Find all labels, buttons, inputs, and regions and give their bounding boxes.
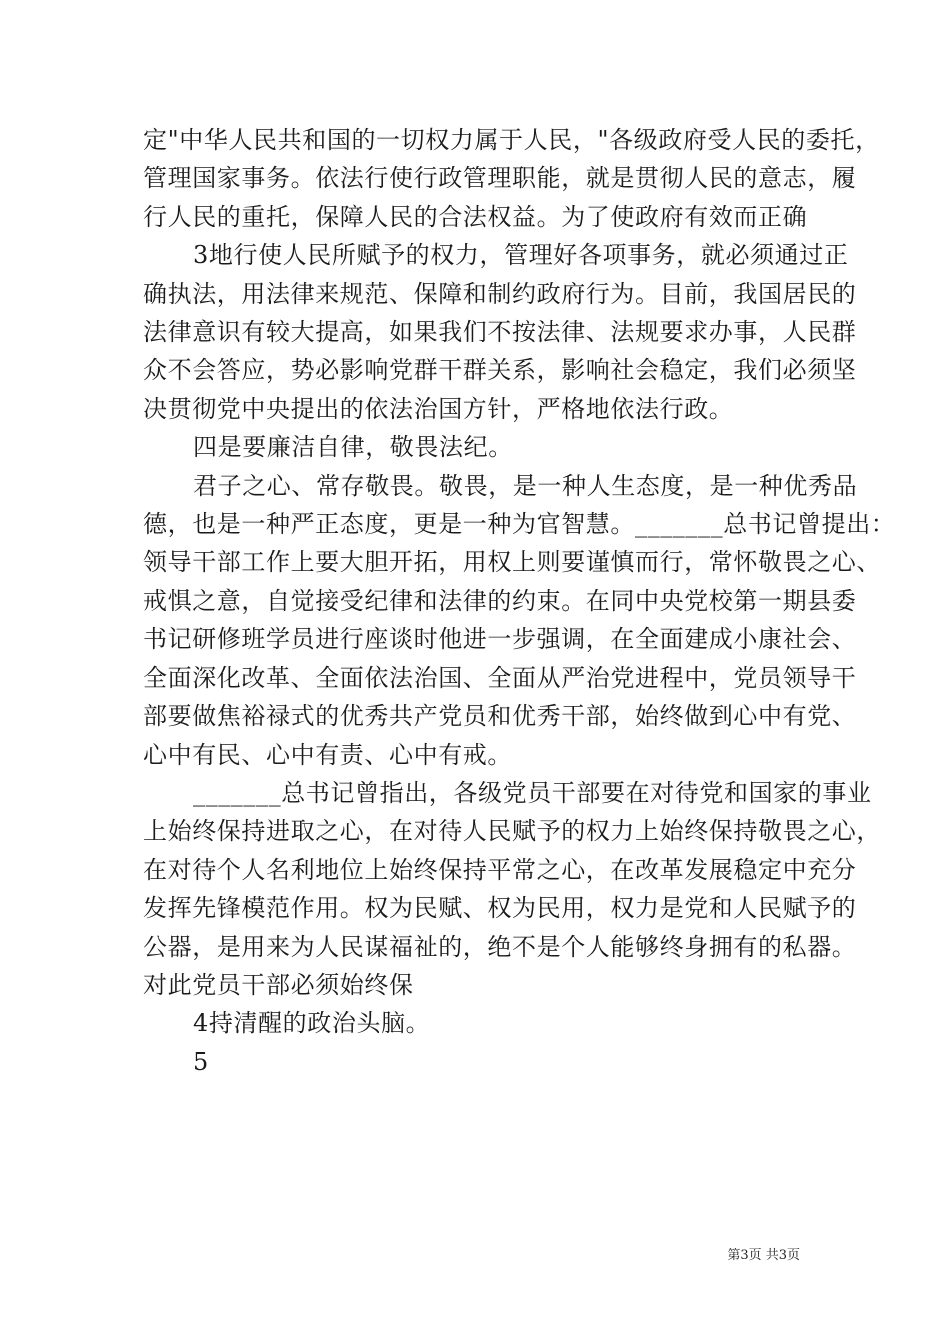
text-line: 4持清醒的政治头脑。 [193, 1009, 431, 1038]
text-line: 发挥先锋模范作用。权为民赋、权为民用，权力是党和人民赋予的 [143, 894, 857, 923]
text-line: 领导干部工作上要大胆开拓，用权上则要谨慎而行，常怀敬畏之心、 [143, 548, 881, 577]
text-line: 对此党员干部必须始终保 [143, 970, 414, 999]
text-line: 部要做焦裕禄式的优秀共产党员和优秀干部，始终做到心中有党、 [143, 702, 857, 731]
text-line: 众不会答应，势必影响党群干群关系，影响社会稳定，我们必须坚 [143, 356, 857, 385]
text-line: 管理国家事务。依法行使行政管理职能，就是贯彻人民的意志，履 [143, 164, 857, 193]
section-heading: 四是要廉洁自律，敬畏法纪。 [193, 433, 513, 462]
text-line: 上始终保持进取之心，在对待人民赋予的权力上始终保持敬畏之心， [143, 817, 881, 846]
text-line: 全面深化改革、全面依法治国、全面从严治党进程中，党员领导干 [143, 663, 857, 692]
text-line: 行人民的重托，保障人民的合法权益。为了使政府有效而正确 [143, 202, 808, 231]
text-line: 德，也是一种严正态度，更是一种为官智慧。_______总书记曾提出： [143, 510, 896, 539]
text-line: _______总书记曾指出，各级党员干部要在对待党和国家的事业 [193, 778, 872, 807]
page-number-footer: 第3页 共3页 [727, 1248, 800, 1263]
text-line: 5 [193, 1047, 209, 1076]
text-line: 公器，是用来为人民谋福祉的，绝不是个人能够终身拥有的私器。 [143, 932, 857, 961]
text-line: 书记研修班学员进行座谈时他进一步强调，在全面建成小康社会、 [143, 625, 857, 654]
text-line: 3地行使人民所赋予的权力，管理好各项事务，就必须通过正 [193, 241, 849, 270]
text-line: 戒惧之意，自觉接受纪律和法律的约束。在同中央党校第一期县委 [143, 586, 857, 615]
text-line: 心中有民、心中有责、心中有戒。 [143, 740, 512, 769]
text-line: 定"中华人民共和国的一切权力属于人民，"各级政府受人民的委托， [143, 126, 880, 154]
text-line: 君子之心、常存敬畏。敬畏，是一种人生态度，是一种优秀品 [193, 471, 858, 500]
text-line: 法律意识有较大提高，如果我们不按法律、法规要求办事，人民群 [143, 318, 857, 347]
text-line: 确执法，用法律来规范、保障和制约政府行为。目前，我国居民的 [143, 279, 857, 308]
document-body [143, 121, 896, 1081]
text-line: 决贯彻党中央提出的依法治国方针，严格地依法行政。 [143, 394, 734, 423]
text-line: 在对待个人名利地位上始终保持平常之心，在改革发展稳定中充分 [143, 855, 857, 884]
